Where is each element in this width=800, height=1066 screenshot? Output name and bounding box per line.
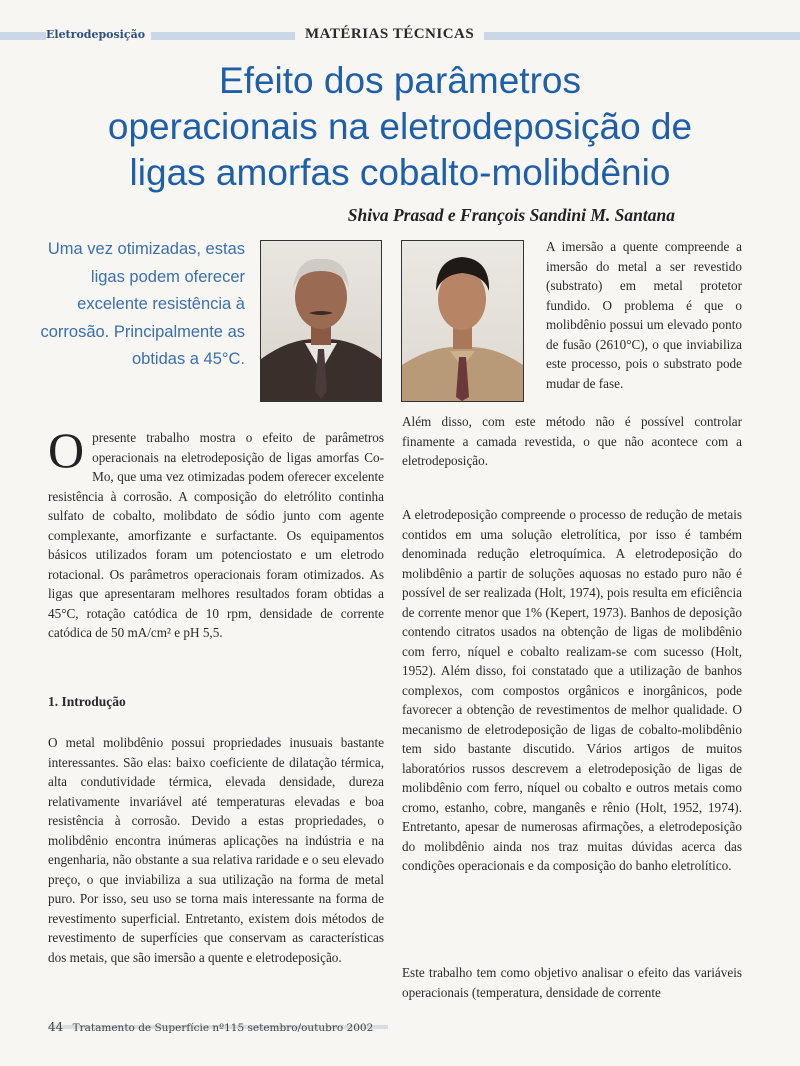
pull-quote: Uma vez otimizadas, estas ligas podem oferecer excelente resistência à corrosão. Principalmente as obtidas a 45°C. <box>40 240 245 368</box>
abstract-text: presente trabalho mostra o efeito de parâmetros operacionais na eletrodeposição de ligas amorfas Co-Mo, que uma vez otimizadas podem oferecer excelente resistência à corrosão. A composição do eletrólito continha sulfato de cobalto, molibdato de sódio junto com agente complexante, amorfizante e surfactante. Os equipamentos básicos utilizados foram um potenciostato e um eletrodo rotacional. Os parâmetros operacionais foram otimizados. As ligas que apresentaram melhores resultados foram obtidas a 45°C, rotação catódica de 10 rpm, densidade de corrente catódica de 50 mA/cm² e pH 5,5. <box>48 430 384 640</box>
intro-paragraph: O metal molibdênio possui propriedades inusuais bastante interessantes. São elas: baixo coeficiente de dilatação térmica, alta condutividade térmica, elevada densidade, dureza relativamente invariável até temperaturas elevadas e boa resistência à corrosão. Devido a estas propriedades, o molibdênio encontra inúmeras aplicações na indústria e na engenharia, não obstante a sua relativa raridade e o seu elevado preço, o que inviabiliza a sua utilização na forma de metal puro. Por isso, seu uso se torna mais interessante na forma de revestimento superficial. Entretanto, existem dois métodos de revestimento de superfícies que conservam as características dos metais, que são imersão a quente e eletrodeposição. <box>48 735 384 965</box>
author-photo <box>401 240 524 402</box>
intro-paragraph-right: A imersão a quente compreende a imersão do metal a ser revestido (substrato) em metal protetor fundido. O problema é que o molibdênio possui um elevado ponto de fusão (2610°C), o que inviabiliza este processo, pois o substrato pode mudar de fase. <box>546 239 742 391</box>
title-line: Efeito dos parâmetros <box>219 60 581 101</box>
author-photo <box>260 240 382 402</box>
intro-paragraph-right-continued: Além disso, com este método não é possível controlar finamente a camada revestida, o que não acontece com a eletrodeposição. <box>402 414 742 468</box>
drop-cap: O <box>48 422 85 478</box>
objective-paragraph: Este trabalho tem como objetivo analisar o efeito das variáveis operacionais (temperatura, densidade de corrente <box>402 965 742 1000</box>
page-footer <box>48 1020 373 1034</box>
kicker: MATÉRIAS TÉCNICAS <box>295 26 484 43</box>
page-number: 44 <box>48 1020 64 1034</box>
title-line: ligas amorfas cobalto-molibdênio <box>129 152 671 193</box>
section-label: Eletrodeposição <box>46 28 151 41</box>
section-heading: 1. Introdução <box>48 694 126 709</box>
title-line: operacionais na eletrodeposição de <box>107 106 693 147</box>
electrodeposition-paragraph: A eletrodeposição compreende o processo de redução de metais contidos em uma solução eletrolítica, por isso é também denominada redução eletroquímica. A eletrodeposição do molibdênio a partir de soluções aquosas no estado puro não é possível de ser realizada (Holt, 1974), pois resulta em eficiência de corrente menor que 1% (Kepert, 1973). Banhos de deposição contendo citratos usados na obtenção de ligas de molibdênio com ferro, níquel e cobalto realizam-se com sucesso (Holt, 1952). Além disso, foi constatado que a utilização de banhos complexos, com compostos orgânicos e inorgânicos, pode favorecer a obtenção de revestimentos de melhor qualidade. O mecanismo de eletrodeposição de ligas de cobalto-molibdênio tem sido bastante discutido. Vários artigos de muitos laboratórios russos descrevem a eletrodeposição de ligas de molibdênio com ferro, níquel ou cobalto e outros metais como cromo, estanho, cobre, manganês e rênio (Holt, 1952, 1974). Entretanto, apesar de numerosas afirmações, a eletrodeposição do molibdênio ainda nos traz muitas dúvidas acerca das condições operacionais e da composição do banho eletrolítico. <box>402 507 742 873</box>
authors: Shiva Prasad e François Sandini M. Santana <box>347 205 675 225</box>
article-title <box>0 58 800 196</box>
abstract <box>48 422 384 643</box>
footer-text: Tratamento de Superfície nº115 setembro/outubro 2002 <box>72 1022 374 1034</box>
